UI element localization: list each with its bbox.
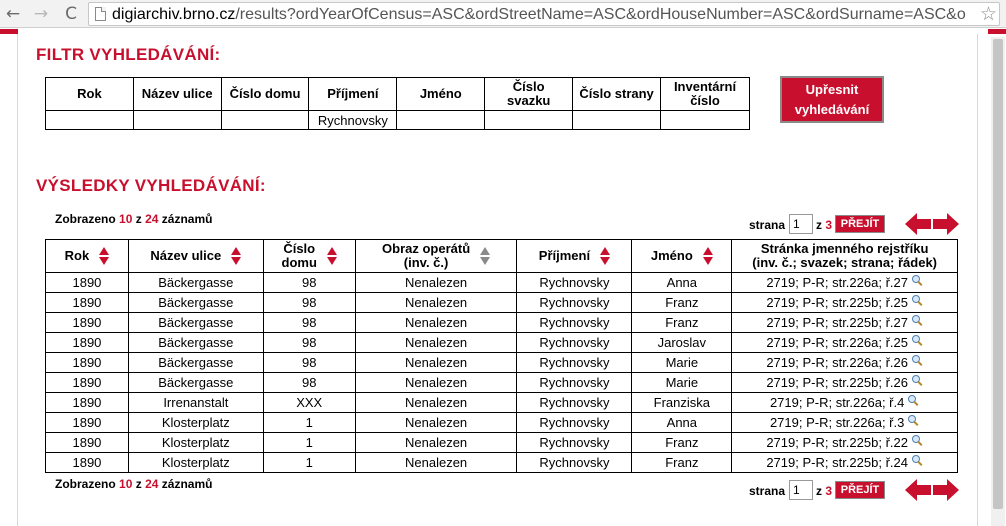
filter-header-surname: Příjmení [309,78,397,111]
cell-street-text: Bäckergasse [158,334,234,350]
go-button[interactable]: PŘEJÍT [835,215,885,233]
cell-house-text: 1 [305,454,313,470]
cell-street [128,373,263,393]
cell-name [632,293,732,313]
cell-index-text: 2719; P-R; str.226a; ř.25 [766,334,908,350]
cell-index-text: 2719; P-R; str.225b; ř.24 [766,454,908,470]
sort-icon[interactable] [327,247,337,265]
column-header-index [732,240,958,273]
page-border-left [17,34,18,526]
cell-surname-text: Rychnovsky [539,274,610,290]
cell-year-text: 1890 [72,454,102,470]
cell-street [128,293,263,313]
cell-year-text: 1890 [72,434,102,450]
cell-surname [517,293,632,313]
cell-house-text: 1 [305,414,313,430]
cell-year [46,273,129,293]
page-icon [95,7,106,21]
cell-name-text: Marie [665,374,699,390]
cell-index-text: 2719; P-R; str.226a; ř.27 [766,274,908,290]
page-number-input[interactable]: 1 [789,214,813,234]
count-prefix: Zobrazeno [55,212,116,226]
cell-year [46,333,129,353]
cell-surname-text: Rychnovsky [539,374,610,390]
cell-house [263,453,355,473]
cell-surname-text: Rychnovsky [539,434,610,450]
url-text[interactable] [112,5,967,25]
pager-total-pages: 3 [825,484,833,498]
refine-search-button[interactable] [780,76,884,123]
cell-surname-text: Rychnovsky [539,334,610,350]
previous-page-arrow-icon[interactable] [905,479,932,501]
cell-year-text: 1890 [72,374,102,390]
cell-surname-text: Rychnovsky [539,414,610,430]
cell-street-text: Klosterplatz [161,434,230,450]
cell-street-text: Bäckergasse [158,314,234,330]
count-suffix: záznamů [161,477,213,491]
cell-image-text: Nenalezen [405,274,468,290]
cell-house-text: 98 [301,274,317,290]
cell-house-text: 98 [301,314,317,330]
cell-index-text: 2719; P-R; str.225b; ř.26 [766,374,908,390]
cell-name-text: Franz [665,294,699,310]
cell-image [355,333,517,353]
cell-index [732,313,958,333]
table-row [46,373,958,393]
record-count-bottom [55,477,212,491]
sort-icon[interactable] [480,247,490,265]
magnifier-icon[interactable] [912,455,923,466]
pager-total-pages: 3 [825,218,833,232]
cell-image [355,413,517,433]
cell-index [732,333,958,353]
table-row [46,353,958,373]
next-page-arrow-icon[interactable] [932,213,959,235]
cell-street [128,393,263,413]
header-surname-label: Příjmení [538,248,591,263]
cell-street-text: Klosterplatz [161,454,230,470]
cell-street [128,433,263,453]
cell-surname [517,393,632,413]
cell-image [355,373,517,393]
count-shown: 10 [119,212,133,226]
cell-image-text: Nenalezen [405,334,468,350]
cell-year [46,433,129,453]
filter-input-name[interactable] [397,111,485,130]
cell-image [355,293,517,313]
page-border-right [977,34,978,526]
cell-year [46,453,129,473]
cell-image [355,353,517,373]
cell-image [355,393,517,413]
table-row [46,313,958,333]
results-title: VÝSLEDKY VYHLEDÁVÁNÍ: [36,176,266,195]
cell-house [263,273,355,293]
cell-image [355,313,517,333]
filter-input-inventory[interactable] [661,111,750,130]
cell-year [46,373,129,393]
cell-street [128,413,263,433]
cell-year-text: 1890 [72,294,102,310]
cell-name-text: Franz [665,314,699,330]
cell-street [128,333,263,353]
count-suffix: záznamů [161,212,213,226]
magnifier-icon[interactable] [912,375,923,386]
cell-year-text: 1890 [72,414,102,430]
header-accent-left [0,29,18,34]
cell-index-text: 2719; P-R; str.225b; ř.27 [766,314,908,330]
cell-house [263,313,355,333]
count-of: z [135,212,142,226]
reload-icon[interactable]: C [65,4,77,24]
cell-house [263,353,355,373]
cell-image-text: Nenalezen [405,294,468,310]
cell-year [46,293,129,313]
sort-icon[interactable] [99,247,109,265]
cell-index [732,273,958,293]
forward-arrow-icon[interactable]: → [33,4,49,24]
cell-house-text: 98 [301,354,317,370]
header-index-line2: (inv. č.; svazek; strana; řádek) [752,255,938,270]
header-street-label: Název ulice [150,248,222,263]
cell-surname [517,353,632,373]
column-header-house[interactable] [263,240,355,273]
magnifier-icon[interactable] [908,415,919,426]
cell-image [355,273,517,293]
cell-name-text: Franz [665,434,699,450]
cell-year-text: 1890 [72,314,102,330]
cell-house [263,413,355,433]
filter-header-inventory: Inventární číslo [661,78,750,111]
cell-image-text: Nenalezen [405,314,468,330]
pager-of [816,481,832,501]
cell-surname [517,373,632,393]
filter-header-page: Číslo strany [573,78,661,111]
cell-name-text: Franz [665,454,699,470]
sort-icon[interactable] [600,247,610,265]
cell-house [263,373,355,393]
cell-image-text: Nenalezen [405,374,468,390]
results-table [45,239,958,473]
cell-name [632,313,732,333]
table-row [46,293,958,313]
count-total: 24 [145,477,159,491]
filter-header-year: Rok [46,78,134,111]
cell-name [632,433,732,453]
cell-street [128,273,263,293]
cell-year-text: 1890 [72,394,102,410]
page-arrows-bottom [905,479,959,501]
cell-year [46,413,129,433]
magnifier-icon[interactable] [912,315,923,326]
count-prefix: Zobrazeno [55,477,116,491]
cell-street-text: Irrenanstalt [163,394,229,410]
next-page-arrow-icon[interactable] [932,479,959,501]
cell-surname-text: Rychnovsky [539,394,610,410]
cell-image-text: Nenalezen [405,414,468,430]
header-year-label: Rok [64,248,90,263]
cell-surname [517,433,632,453]
filter-input-surname[interactable]: Rychnovsky [309,111,397,130]
cell-index-text: 2719; P-R; str.225b; ř.22 [766,434,908,450]
pager-of [816,215,832,235]
cell-house-text: 1 [305,434,313,450]
cell-index [732,353,958,373]
results-body [46,273,958,473]
cell-street [128,453,263,473]
cell-name-text: Anna [666,414,698,430]
cell-house [263,393,355,413]
cell-street-text: Bäckergasse [158,294,234,310]
cell-name [632,413,732,433]
url-path: /results?ordYearOfCensus=ASC&ordStreetName=ASC&ordHouseNumber=ASC&ordSurname=ASC&o [235,6,966,23]
header-index-line1: Stránka jmenného rejstříku [760,241,929,256]
magnifier-icon[interactable] [912,275,923,286]
table-row [46,413,958,433]
browser-toolbar [0,0,1006,28]
cell-surname [517,333,632,353]
cell-house-text: 98 [301,294,317,310]
header-house-line2: domu [281,255,317,270]
filter-header-volume: Číslo svazku [485,78,573,111]
cell-index [732,413,958,433]
header-accent-right [988,29,1006,34]
cell-surname [517,453,632,473]
cell-street [128,353,263,373]
cell-street [128,313,263,333]
filter-header-name: Jméno [397,78,485,111]
cell-street-text: Bäckergasse [158,374,234,390]
pager-page-label: strana [749,218,786,232]
vertical-scrollbar[interactable] [991,37,1005,526]
back-arrow-icon[interactable]: ← [5,4,21,24]
pager-page-label: strana [749,484,786,498]
column-header-surname[interactable] [517,240,632,273]
filter-input-page[interactable] [573,111,661,130]
magnifier-icon[interactable] [912,435,923,446]
cell-index [732,293,958,313]
column-header-name[interactable] [632,240,732,273]
previous-page-arrow-icon[interactable] [905,213,932,235]
cell-name [632,333,732,353]
table-row [46,273,958,293]
cell-house-text: XXX [296,394,323,410]
cell-year-text: 1890 [72,354,102,370]
cell-name-text: Marie [665,354,699,370]
cell-name-text: Franziska [653,394,711,410]
cell-year [46,313,129,333]
page-number-input[interactable]: 1 [789,480,813,500]
cell-year [46,353,129,373]
go-button[interactable]: PŘEJÍT [835,481,885,499]
column-header-year[interactable] [46,240,129,273]
filter-table [45,77,750,130]
header-house-line1: Číslo [283,241,316,256]
pager-of-label: z [816,218,822,232]
cell-name [632,353,732,373]
cell-image-text: Nenalezen [405,454,468,470]
cell-name-text: Anna [666,274,698,290]
cell-house [263,333,355,353]
cell-surname [517,413,632,433]
cell-index [732,433,958,453]
filter-input-volume[interactable] [485,111,573,130]
cell-index [732,453,958,473]
cell-street-text: Bäckergasse [158,274,234,290]
cell-street-text: Bäckergasse [158,354,234,370]
cell-index-text: 2719; P-R; str.226a; ř.4 [769,394,905,410]
sort-icon[interactable] [231,247,241,265]
refine-button-line1: Upřesnit [805,82,859,97]
cell-surname-text: Rychnovsky [539,454,610,470]
refine-button-line2: vyhledávání [794,102,870,117]
cell-name [632,373,732,393]
column-header-street[interactable] [128,240,263,273]
sort-icon[interactable] [703,247,713,265]
url-host: digiarchiv.brno.cz [112,6,236,23]
cell-image-text: Nenalezen [405,354,468,370]
table-row [46,453,958,473]
cell-name-text: Jaroslav [657,334,707,350]
filter-input-street[interactable] [133,111,221,130]
cell-street-text: Klosterplatz [161,414,230,430]
cell-index [732,373,958,393]
cell-surname-text: Rychnovsky [539,354,610,370]
cell-year-text: 1890 [72,274,102,290]
cell-name [632,453,732,473]
filter-input-house[interactable] [221,111,309,130]
cell-year [46,393,129,413]
filter-header-street: Název ulice [133,78,221,111]
cell-index-text: 2719; P-R; str.226a; ř.3 [769,414,905,430]
record-count-top [55,212,212,226]
filter-input-year[interactable] [46,111,134,130]
pager-of-label: z [816,484,822,498]
page-arrows-top [905,213,959,235]
cell-surname-text: Rychnovsky [539,314,610,330]
magnifier-icon[interactable] [912,335,923,346]
table-row [46,333,958,353]
scrollbar-thumb[interactable] [993,39,1003,509]
header-image-line2: (inv. č.) [403,255,449,270]
magnifier-icon[interactable] [912,295,923,306]
cell-image-text: Nenalezen [405,434,468,450]
magnifier-icon[interactable] [908,395,919,406]
cell-house-text: 98 [301,374,317,390]
count-total: 24 [145,212,159,226]
cell-index [732,393,958,413]
cell-house [263,433,355,453]
cell-house [263,293,355,313]
count-shown: 10 [119,477,133,491]
bookmark-star-icon[interactable]: ☆ [979,3,997,25]
filter-title: FILTR VYHLEDÁVÁNÍ: [36,45,221,64]
table-row [46,393,958,413]
filter-header-house: Číslo domu [221,78,309,111]
cell-image [355,433,517,453]
cell-surname [517,313,632,333]
cell-year-text: 1890 [72,334,102,350]
table-row [46,433,958,453]
count-of: z [135,477,142,491]
header-image-line1: Obraz operátů [382,241,471,256]
page-content [0,29,1006,526]
cell-house-text: 98 [301,334,317,350]
header-name-label: Jméno [650,248,693,263]
cell-image [355,453,517,473]
cell-surname [517,273,632,293]
cell-index-text: 2719; P-R; str.226a; ř.26 [766,354,908,370]
magnifier-icon[interactable] [912,355,923,366]
address-bar[interactable] [88,2,1000,26]
cell-image-text: Nenalezen [405,394,468,410]
column-header-image[interactable] [355,240,517,273]
cell-index-text: 2719; P-R; str.225b; ř.25 [766,294,908,310]
cell-name [632,393,732,413]
cell-name [632,273,732,293]
cell-surname-text: Rychnovsky [539,294,610,310]
